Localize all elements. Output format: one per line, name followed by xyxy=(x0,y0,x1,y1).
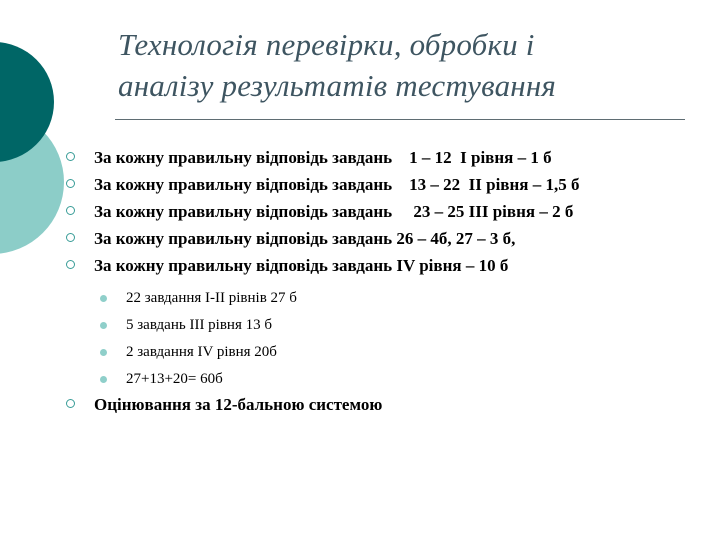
list-item xyxy=(66,225,716,252)
list-item xyxy=(66,252,716,279)
list-item-text: За кожну правильну відповідь завдань 1 – 12 І рівня – 1 б xyxy=(94,148,552,167)
sub-list-item-text: 22 завдання І-ІІ рівнів 27 б xyxy=(126,290,297,306)
dot-bullet-icon xyxy=(100,295,107,302)
dot-bullet-icon xyxy=(100,322,107,329)
ring-bullet-icon xyxy=(66,233,75,242)
list-item-text: За кожну правильну відповідь завдань 26 – 4б, 27 – 3 б, xyxy=(94,229,516,248)
list-item-grading xyxy=(66,391,666,418)
list-item xyxy=(66,198,716,225)
sub-list-item xyxy=(100,312,500,339)
dot-bullet-icon xyxy=(100,376,107,383)
slide-title xyxy=(118,24,708,106)
sub-list-item-text: 27+13+20= 60б xyxy=(126,371,223,387)
title-line-2: аналізу результатів тестування xyxy=(118,68,557,103)
title-underline xyxy=(115,119,685,120)
list-item xyxy=(66,171,716,198)
list-item xyxy=(66,391,666,418)
list-item xyxy=(66,144,716,171)
sub-list-item-text: 5 завдань ІІІ рівня 13 б xyxy=(126,317,272,333)
list-item-text: За кожну правильну відповідь завдань 13 – 22 ІІ рівня – 1,5 б xyxy=(94,175,580,194)
ring-bullet-icon xyxy=(66,206,75,215)
sub-bullet-list xyxy=(100,285,500,393)
list-item-text: Оцінювання за 12-бальною системою xyxy=(94,395,383,414)
main-bullet-list xyxy=(66,144,716,279)
sub-list-item xyxy=(100,339,500,366)
list-item-text: За кожну правильну відповідь завдань 23 – 25 ІІІ рівня – 2 б xyxy=(94,202,574,221)
list-item-text: За кожну правильну відповідь завдань IV рівня – 10 б xyxy=(94,256,509,275)
sub-list-item xyxy=(100,366,500,393)
sub-list-item-text: 2 завдання IV рівня 20б xyxy=(126,344,277,360)
ring-bullet-icon xyxy=(66,260,75,269)
ring-bullet-icon xyxy=(66,399,75,408)
ring-bullet-icon xyxy=(66,179,75,188)
dot-bullet-icon xyxy=(100,349,107,356)
ring-bullet-icon xyxy=(66,152,75,161)
title-line-1: Технологія перевірки, обробки і xyxy=(118,27,535,62)
sub-list-item xyxy=(100,285,500,312)
